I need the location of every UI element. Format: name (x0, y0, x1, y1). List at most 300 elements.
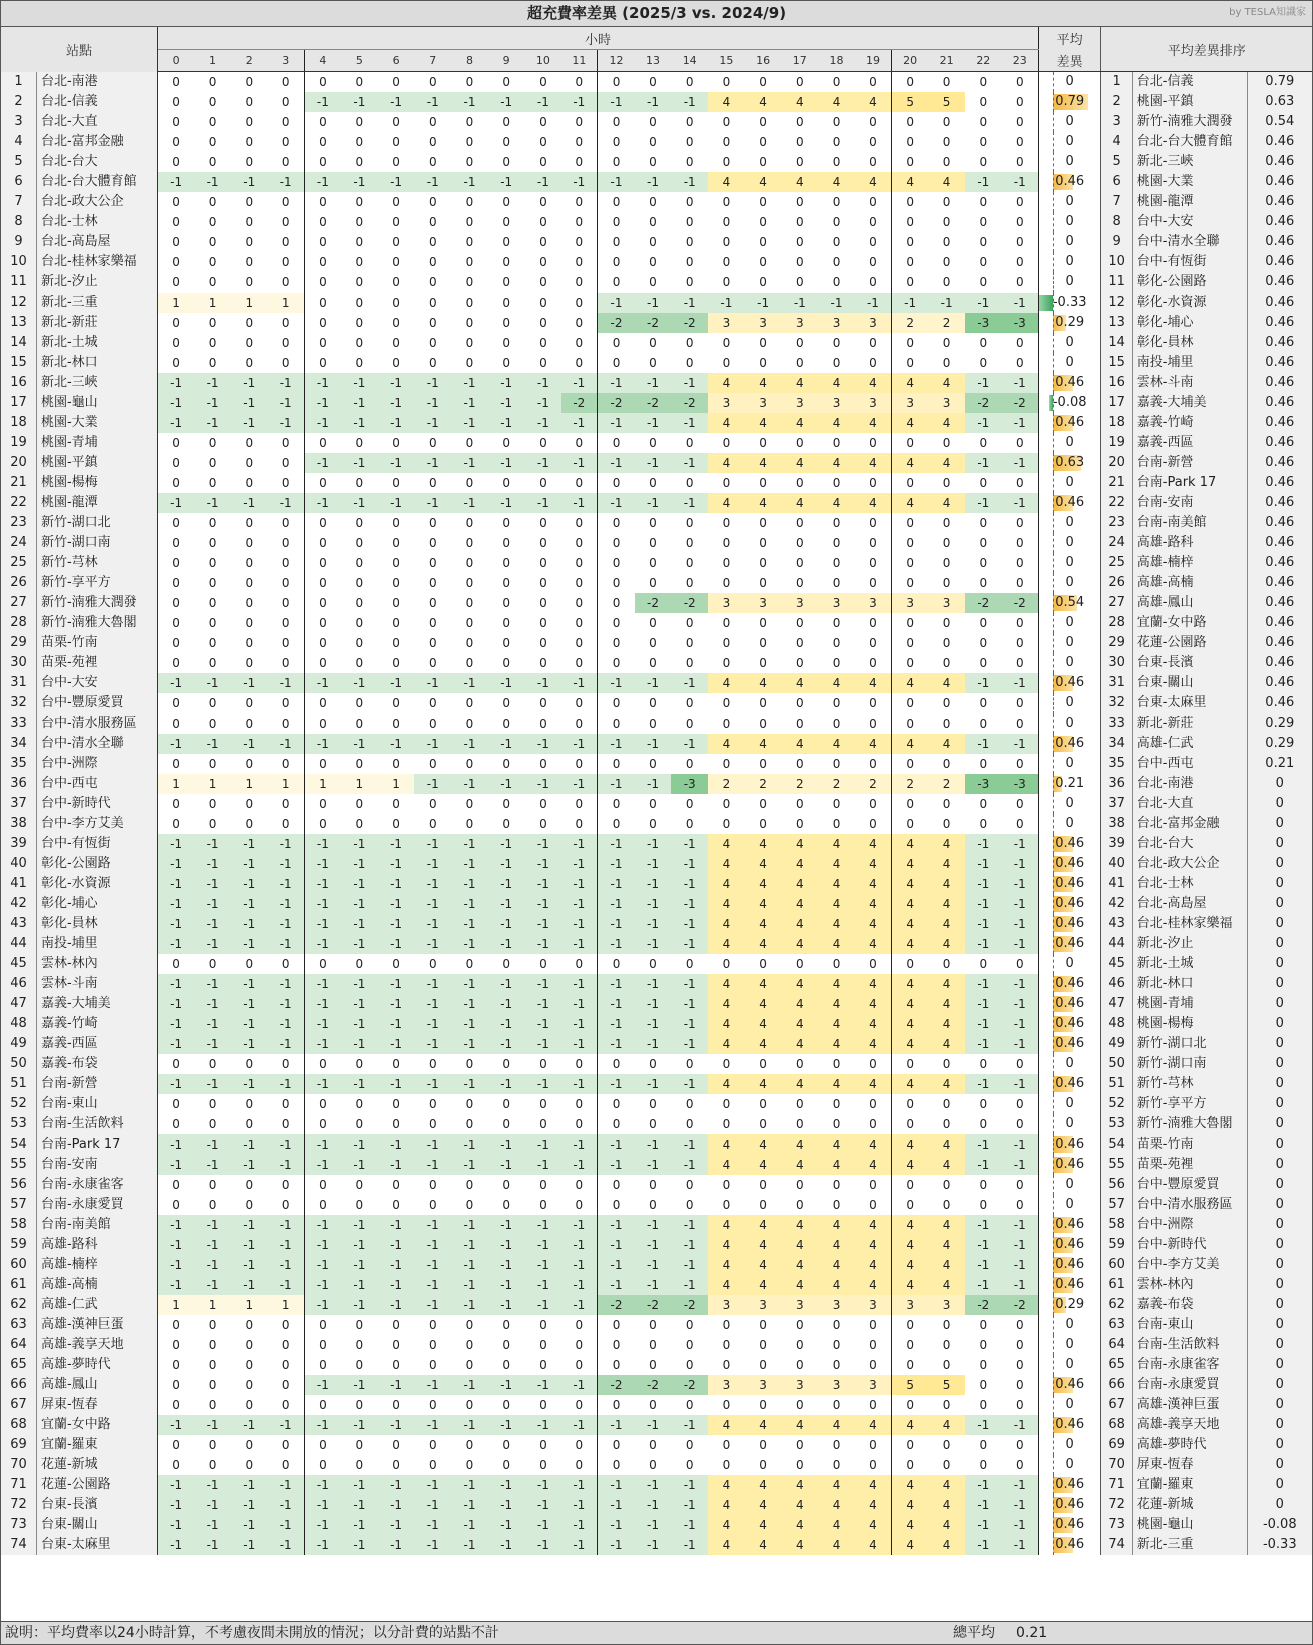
hour-cell: -2 (965, 393, 1002, 413)
hour-cell: 0 (231, 1335, 268, 1355)
hour-cell: -1 (414, 673, 451, 693)
hour-cell: 4 (892, 1215, 929, 1235)
avg-diff-value: 0.46 (1055, 936, 1085, 952)
table-row (1, 413, 1312, 433)
table-row (1, 653, 1312, 673)
avg-diff-value: 0.21 (1055, 775, 1085, 791)
table-row (1, 1455, 1312, 1475)
avg-diff-value: 0.46 (1055, 895, 1085, 911)
hour-cell: 0 (928, 613, 965, 633)
hour-cell: -1 (451, 734, 488, 754)
hour-cell: -1 (451, 774, 488, 794)
hour-cell: 4 (708, 974, 745, 994)
hour-cell: 0 (965, 72, 1002, 93)
rank-station-name: 台中-新時代 (1132, 1235, 1247, 1255)
hour-cell: -1 (561, 914, 598, 934)
hour-cell: -1 (671, 413, 708, 433)
hour-cell: 0 (231, 92, 268, 112)
rank-value: 0 (1247, 1295, 1312, 1315)
rank-value: -0.33 (1247, 1535, 1312, 1555)
hour-cell: 3 (855, 313, 892, 333)
hour-cell: 0 (414, 473, 451, 493)
hour-cell: -1 (341, 834, 378, 854)
hour-cell: 0 (892, 72, 929, 93)
hour-cell: 0 (1002, 333, 1039, 353)
hour-cell: -2 (635, 1375, 672, 1395)
hour-cell: -1 (525, 994, 562, 1014)
hour-cell: -1 (304, 1134, 341, 1154)
station-name: 苗栗-苑裡 (36, 653, 157, 673)
hour-cell: 3 (745, 313, 782, 333)
hour-cell: 0 (635, 72, 672, 93)
hour-cell: 0 (525, 1094, 562, 1114)
hour-cell: 0 (855, 473, 892, 493)
hour-cell: -1 (158, 974, 195, 994)
hour-cell: 0 (414, 954, 451, 974)
hour-cell: -1 (268, 1215, 305, 1235)
hour-cell: 4 (928, 1255, 965, 1275)
hour-cell: 0 (635, 693, 672, 713)
hour-cell: -1 (378, 1235, 415, 1255)
hour-cell: 0 (965, 112, 1002, 132)
hour-cell: 0 (488, 1315, 525, 1335)
hour-cell: 0 (268, 212, 305, 232)
hour-cell: -1 (635, 854, 672, 874)
hour-cell: 0 (855, 513, 892, 533)
hour-cell: -1 (561, 1515, 598, 1535)
hour-cell: 4 (745, 413, 782, 433)
rank-station-name: 台中-洲際 (1132, 1215, 1247, 1235)
avg-diff-value: 0.46 (1055, 1136, 1085, 1152)
station-name: 台北-大直 (36, 112, 157, 132)
hour-cell: 4 (708, 1074, 745, 1094)
rank-value: 0 (1247, 1415, 1312, 1435)
hour-cell: -1 (304, 1375, 341, 1395)
hour-cell: -1 (561, 1034, 598, 1054)
row-number: 57 (1, 1195, 36, 1215)
hour-cell: 0 (231, 252, 268, 272)
hour-cell: 3 (745, 1375, 782, 1395)
station-name: 新竹-享平方 (36, 573, 157, 593)
hour-cell: -1 (304, 854, 341, 874)
hour-cell: -1 (194, 934, 231, 954)
row-number: 35 (1, 754, 36, 774)
hour-cell: 0 (598, 814, 635, 834)
hour-cell: 0 (378, 513, 415, 533)
table-row (1, 1355, 1312, 1375)
hour-cell: 0 (965, 553, 1002, 573)
hour-cell: 0 (561, 112, 598, 132)
hour-cell: 0 (194, 633, 231, 653)
hour-cell: 0 (414, 353, 451, 373)
hour-cell: -1 (965, 854, 1002, 874)
hour-cell: 0 (158, 1455, 195, 1475)
hour-cell: 3 (781, 393, 818, 413)
hour-cell: 0 (635, 132, 672, 152)
hour-cell: -1 (158, 994, 195, 1014)
hour-cell: 0 (1002, 573, 1039, 593)
rank-number: 6 (1101, 172, 1132, 192)
hour-cell: 0 (341, 252, 378, 272)
hour-cell: 0 (965, 333, 1002, 353)
hour-cell: -3 (965, 313, 1002, 333)
hour-cell: -2 (671, 393, 708, 413)
rank-station-name: 新竹-湖口南 (1132, 1054, 1247, 1074)
rank-station-name: 屏東-恆春 (1132, 1455, 1247, 1475)
avg-diff-cell (1038, 1475, 1101, 1495)
hour-cell: 0 (855, 232, 892, 252)
hour-cell: -1 (341, 1074, 378, 1094)
rank-value: 0 (1247, 1315, 1312, 1335)
avg-diff-cell (1038, 1114, 1101, 1134)
avg-diff-value: 0.46 (1055, 855, 1085, 871)
rank-value: 0 (1247, 954, 1312, 974)
hour-cell: 4 (745, 172, 782, 192)
hour-cell: -1 (561, 1415, 598, 1435)
hour-cell: -1 (304, 1014, 341, 1034)
row-number: 73 (1, 1515, 36, 1535)
axis-line (1053, 593, 1054, 613)
rank-number: 52 (1101, 1094, 1132, 1114)
hour-cell: 4 (781, 1535, 818, 1555)
hour-cell: 0 (708, 1054, 745, 1074)
rank-value: 0.46 (1247, 333, 1312, 353)
hour-cell: 0 (341, 152, 378, 172)
hour-cell: 1 (341, 774, 378, 794)
avg-diff-value: 0.54 (1055, 595, 1085, 611)
station-name: 台中-大安 (36, 673, 157, 693)
rank-value: 0 (1247, 1094, 1312, 1114)
hour-cell: 0 (231, 72, 268, 93)
rank-number: 37 (1101, 794, 1132, 814)
hour-cell: -1 (451, 1275, 488, 1295)
row-number: 63 (1, 1315, 36, 1335)
hour-cell: 2 (708, 774, 745, 794)
axis-line (1053, 152, 1054, 172)
hour-header: 7 (414, 50, 451, 72)
hour-cell: 4 (855, 1014, 892, 1034)
hour-cell: 0 (1002, 272, 1039, 292)
hour-cell: -1 (158, 914, 195, 934)
hour-cell: 0 (1002, 613, 1039, 633)
hour-cell: 4 (892, 1495, 929, 1515)
hours-group-header: 小時 (158, 27, 1039, 50)
hour-cell: 0 (488, 573, 525, 593)
hour-cell: -1 (268, 974, 305, 994)
rank-value: 0 (1247, 1495, 1312, 1515)
hour-cell: 0 (378, 954, 415, 974)
hour-cell: 0 (781, 1355, 818, 1375)
hour-cell: -1 (158, 854, 195, 874)
station-name: 台南-南美館 (36, 1215, 157, 1235)
hour-cell: 4 (781, 1475, 818, 1495)
rank-value: 0 (1247, 1014, 1312, 1034)
avg-diff-cell (1038, 553, 1101, 573)
hour-cell: -1 (341, 1255, 378, 1275)
hour-cell: -1 (1002, 854, 1039, 874)
row-number: 1 (1, 72, 36, 93)
hour-cell: 0 (231, 1094, 268, 1114)
rank-number: 7 (1101, 192, 1132, 212)
hour-cell: 4 (781, 1415, 818, 1435)
hour-cell: -1 (268, 1535, 305, 1555)
hour-cell: 0 (818, 533, 855, 553)
table-row (1, 914, 1312, 934)
hour-cell: 0 (781, 353, 818, 373)
hour-cell: 0 (1002, 814, 1039, 834)
hour-cell: -1 (598, 894, 635, 914)
hour-cell: 0 (525, 533, 562, 553)
rank-value: 0 (1247, 1134, 1312, 1154)
hour-cell: 4 (892, 1415, 929, 1435)
hour-cell: -1 (671, 934, 708, 954)
hour-cell: 0 (304, 794, 341, 814)
hour-cell: 0 (855, 333, 892, 353)
avg-diff-cell (1038, 593, 1101, 613)
rank-value: 0.46 (1247, 653, 1312, 673)
hour-cell: -1 (525, 493, 562, 513)
hour-cell: 0 (158, 433, 195, 453)
table-row (1, 232, 1312, 252)
hour-cell: 0 (855, 212, 892, 232)
hour-cell: -1 (525, 874, 562, 894)
table-row (1, 1535, 1312, 1555)
hour-cell: -1 (268, 1515, 305, 1535)
hour-cell: -1 (598, 1215, 635, 1235)
hour-cell: 0 (414, 112, 451, 132)
hour-cell: -1 (635, 1134, 672, 1154)
hour-cell: 0 (451, 132, 488, 152)
station-name: 高雄-仁武 (36, 1295, 157, 1315)
hour-cell: 4 (855, 834, 892, 854)
hour-cell: -1 (488, 1255, 525, 1275)
hour-cell: 1 (158, 1295, 195, 1315)
hour-cell: -1 (268, 1155, 305, 1175)
hour-cell: 0 (231, 272, 268, 292)
hour-cell: -1 (671, 1014, 708, 1034)
hour-cell: -1 (451, 1134, 488, 1154)
hour-cell: 0 (451, 1315, 488, 1335)
avg-diff-cell (1038, 172, 1101, 192)
hour-cell: 0 (268, 653, 305, 673)
row-number: 56 (1, 1175, 36, 1195)
hour-cell: -1 (268, 834, 305, 854)
axis-line (1053, 1074, 1054, 1094)
hour-cell: 4 (892, 1275, 929, 1295)
axis-line (1053, 1415, 1054, 1435)
avg-diff-cell (1038, 1134, 1101, 1154)
hour-cell: 4 (708, 1034, 745, 1054)
hour-cell: -1 (598, 774, 635, 794)
hour-cell: -1 (671, 1275, 708, 1295)
hour-cell: 4 (745, 1215, 782, 1235)
hour-cell: 0 (745, 653, 782, 673)
hour-cell: -1 (671, 1034, 708, 1054)
hour-cell: 0 (745, 72, 782, 93)
hour-cell: 0 (892, 573, 929, 593)
table-row (1, 333, 1312, 353)
avg-diff-cell (1038, 1074, 1101, 1094)
hour-cell: 0 (194, 453, 231, 473)
hour-cell: 4 (781, 673, 818, 693)
hour-cell: 0 (965, 232, 1002, 252)
hour-cell: 0 (561, 1455, 598, 1475)
hour-cell: 0 (598, 633, 635, 653)
table-row (1, 633, 1312, 653)
rank-station-name: 台北-南港 (1132, 774, 1247, 794)
hour-cell: -1 (378, 974, 415, 994)
rank-number: 2 (1101, 92, 1132, 112)
hour-cell: 0 (378, 1175, 415, 1195)
hour-cell: -1 (304, 914, 341, 934)
hour-cell: 0 (965, 252, 1002, 272)
avg-diff-cell (1038, 1034, 1101, 1054)
hour-cell: -1 (378, 393, 415, 413)
hour-cell: -1 (268, 673, 305, 693)
row-number: 50 (1, 1054, 36, 1074)
avg-diff-cell (1038, 533, 1101, 553)
rank-station-name: 桃園-青埔 (1132, 994, 1247, 1014)
hour-cell: 0 (561, 593, 598, 613)
hour-cell: -1 (341, 914, 378, 934)
hour-cell: -1 (635, 413, 672, 433)
axis-line (1053, 954, 1054, 974)
axis-line (1053, 493, 1054, 513)
hour-cell: -1 (268, 172, 305, 192)
hour-cell: -1 (268, 493, 305, 513)
rank-number: 47 (1101, 994, 1132, 1014)
hour-cell: -1 (488, 914, 525, 934)
hour-cell: 0 (818, 1335, 855, 1355)
table-row (1, 473, 1312, 493)
hour-cell: 0 (1002, 132, 1039, 152)
rank-number: 41 (1101, 874, 1132, 894)
rank-station-name: 彰化-員林 (1132, 333, 1247, 353)
hour-cell: 0 (928, 152, 965, 172)
hour-cell: 0 (231, 192, 268, 212)
hour-cell: 0 (781, 1114, 818, 1134)
avg-diff-value: 0 (1065, 1336, 1074, 1352)
hour-cell: 0 (1002, 112, 1039, 132)
hour-cell: 0 (708, 1335, 745, 1355)
hour-cell: 0 (635, 653, 672, 673)
hour-cell: -2 (598, 393, 635, 413)
hour-cell: 0 (708, 1315, 745, 1335)
hour-cell: 0 (525, 593, 562, 613)
row-number: 20 (1, 453, 36, 473)
hour-cell: -1 (635, 834, 672, 854)
rank-station-name: 台北-信義 (1132, 72, 1247, 93)
rank-number: 1 (1101, 72, 1132, 93)
hour-cell: 0 (745, 1335, 782, 1355)
hour-cell: 0 (561, 1335, 598, 1355)
hour-cell: 2 (928, 313, 965, 333)
hour-cell: -1 (1002, 1134, 1039, 1154)
hour-cell: -1 (561, 934, 598, 954)
hour-cell: 0 (855, 633, 892, 653)
hour-cell: 0 (341, 72, 378, 93)
hour-cell: 0 (745, 232, 782, 252)
hour-cell: 0 (855, 1395, 892, 1415)
hour-cell: -1 (598, 974, 635, 994)
hour-cell: -1 (671, 1535, 708, 1555)
hour-cell: 4 (781, 1074, 818, 1094)
avg-diff-value: 0 (1065, 1116, 1074, 1132)
hour-cell: 0 (671, 633, 708, 653)
hour-cell: -1 (671, 293, 708, 313)
hour-cell: -1 (378, 994, 415, 1014)
hour-cell: 0 (635, 1114, 672, 1134)
hour-cell: 0 (158, 633, 195, 653)
row-number: 51 (1, 1074, 36, 1094)
rank-station-name: 宜蘭-女中路 (1132, 613, 1247, 633)
table-row (1, 493, 1312, 513)
hour-cell: 0 (194, 1335, 231, 1355)
hour-cell: 0 (818, 353, 855, 373)
hour-cell: -1 (1002, 934, 1039, 954)
hour-cell: 4 (855, 493, 892, 513)
rank-number: 74 (1101, 1535, 1132, 1555)
rank-value: 0 (1247, 974, 1312, 994)
hour-cell: 0 (781, 693, 818, 713)
hour-cell: 0 (158, 72, 195, 93)
hour-cell: -1 (414, 413, 451, 433)
hour-cell: 0 (892, 473, 929, 493)
hour-cell: 0 (158, 954, 195, 974)
hour-header: 1 (194, 50, 231, 72)
hour-cell: -1 (1002, 914, 1039, 934)
hour-cell: -1 (231, 393, 268, 413)
hour-cell: 0 (378, 72, 415, 93)
hour-cell: -1 (525, 1255, 562, 1275)
hour-cell: 4 (818, 1275, 855, 1295)
hour-cell: 0 (1002, 192, 1039, 212)
hour-cell: 0 (158, 754, 195, 774)
rank-station-name: 台南-永康雀客 (1132, 1355, 1247, 1375)
hour-cell: -1 (671, 172, 708, 192)
hour-cell: -1 (1002, 1535, 1039, 1555)
hour-cell: 0 (561, 192, 598, 212)
hour-cell: -1 (892, 293, 929, 313)
axis-line (1053, 1034, 1054, 1054)
rank-station-name: 台北-士林 (1132, 874, 1247, 894)
hour-cell: -1 (598, 1475, 635, 1495)
hour-cell: -1 (635, 453, 672, 473)
hour-cell: -1 (158, 1074, 195, 1094)
hour-cell: 0 (708, 513, 745, 533)
table-row (1, 593, 1312, 613)
hour-cell: -1 (158, 172, 195, 192)
hour-cell: 4 (745, 934, 782, 954)
hour-cell: 0 (158, 513, 195, 533)
hour-cell: -1 (194, 874, 231, 894)
hour-cell: 4 (781, 874, 818, 894)
hour-cell: -1 (671, 373, 708, 393)
hour-cell: -1 (158, 834, 195, 854)
rank-station-name: 高雄-鳳山 (1132, 593, 1247, 613)
hour-cell: 0 (708, 794, 745, 814)
axis-line (1053, 1094, 1054, 1114)
hour-cell: 0 (414, 252, 451, 272)
hour-cell: 4 (892, 1134, 929, 1154)
hour-cell: 0 (818, 1435, 855, 1455)
rank-value: 0 (1247, 934, 1312, 954)
hour-cell: 0 (231, 1195, 268, 1215)
hour-cell: -1 (635, 774, 672, 794)
hour-cell: -1 (671, 1415, 708, 1435)
hour-cell: 0 (268, 1395, 305, 1415)
rank-station-name: 台中-大安 (1132, 212, 1247, 232)
